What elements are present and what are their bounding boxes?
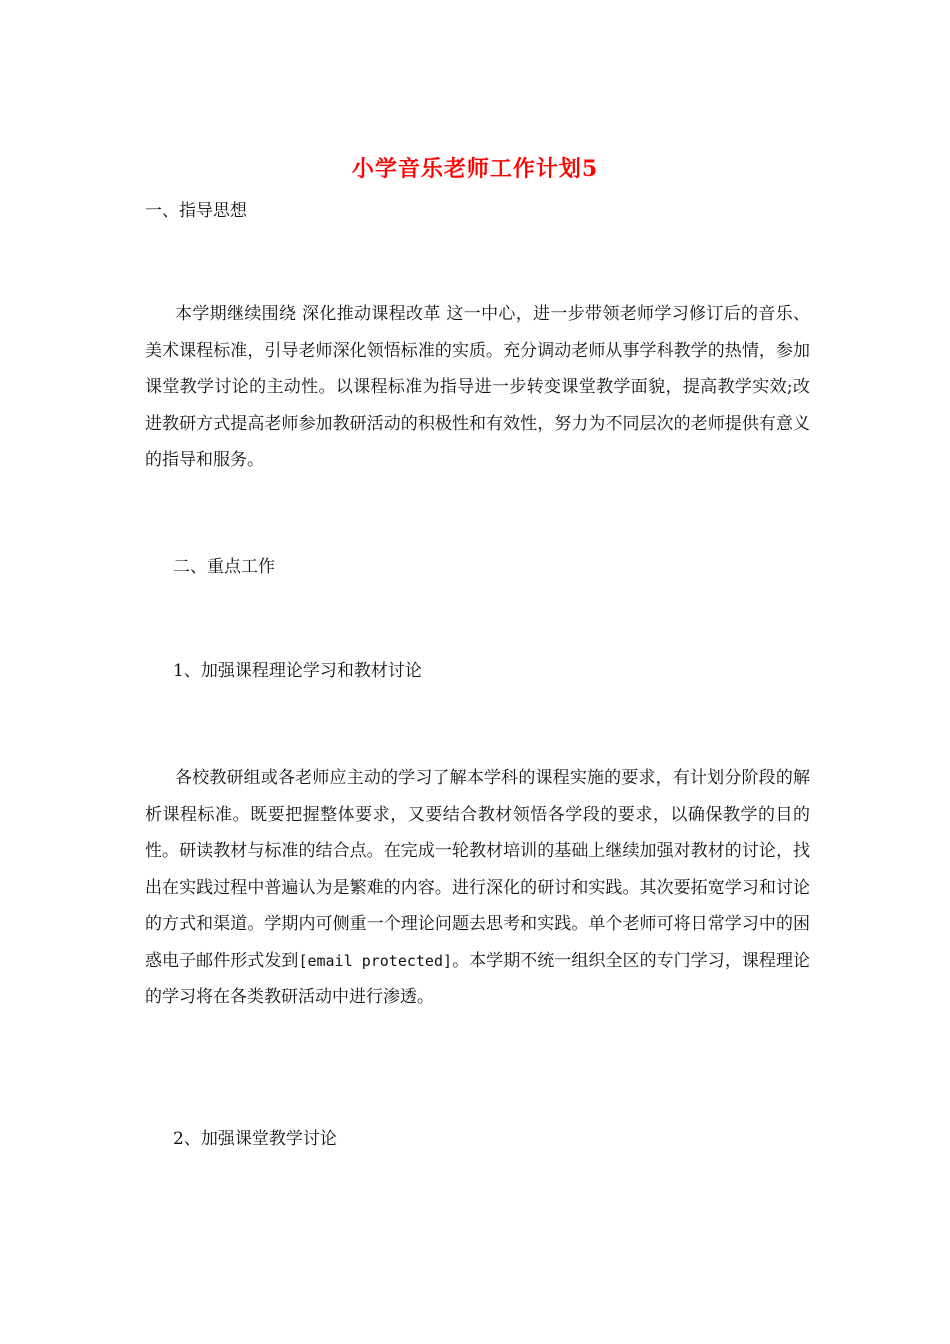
item-heading-curriculum-theory: 1、加强课程理论学习和教材讨论 [173,661,422,681]
paragraph-curriculum-theory [145,760,810,1016]
email-protected-text: [email protected] [298,951,453,970]
paragraph-text-part-1: 各校教研组或各老师应主动的学习了解本学科的课程实施的要求，有计划分阶段的解析课程标准。既要把握整体要求，又要结合教材领悟各学段的要求，以确保教学的目的性。研读教材与标准的结合点。在完成一轮教材培训的基础上继续加强对教材的讨论，找出在实践过程中普遍认为是繁难的内容。进行深化的研讨和实践。其次要拓宽学习和讨论的方式和渠道。学期内可侧重一个理论问题去思考和实践。单个老师可将日常学习中的困惑电子邮件形式发到 [145,768,810,971]
paragraph-text-part-2: 。本学期不统一组织全区的专门学习，课程理论的学习将在各类教研活动中进行渗透。 [145,950,811,1007]
section-heading-key-work: 二、重点工作 [173,557,275,577]
item-heading-classroom-teaching: 2、加强课堂教学讨论 [173,1129,337,1149]
document-title: 小学音乐老师工作计划5 [351,156,599,182]
paragraph-guiding-ideology: 本学期继续围绕 深化推动课程改革 这一中心，进一步带领老师学习修订后的音乐、美术课程标准，引导老师深化领悟标准的实质。充分调动老师从事学科教学的热情，参加课堂教学讨论的主动性。以课程标准为指导进一步转变课堂教学面貌，提高教学实效;改进教研方式提高老师参加教研活动的积极性和有效性，努力为不同层次的老师提供有意义的指导和服务。 [145,304,810,470]
section-heading-guiding-ideology: 一、指导思想 [145,201,247,221]
